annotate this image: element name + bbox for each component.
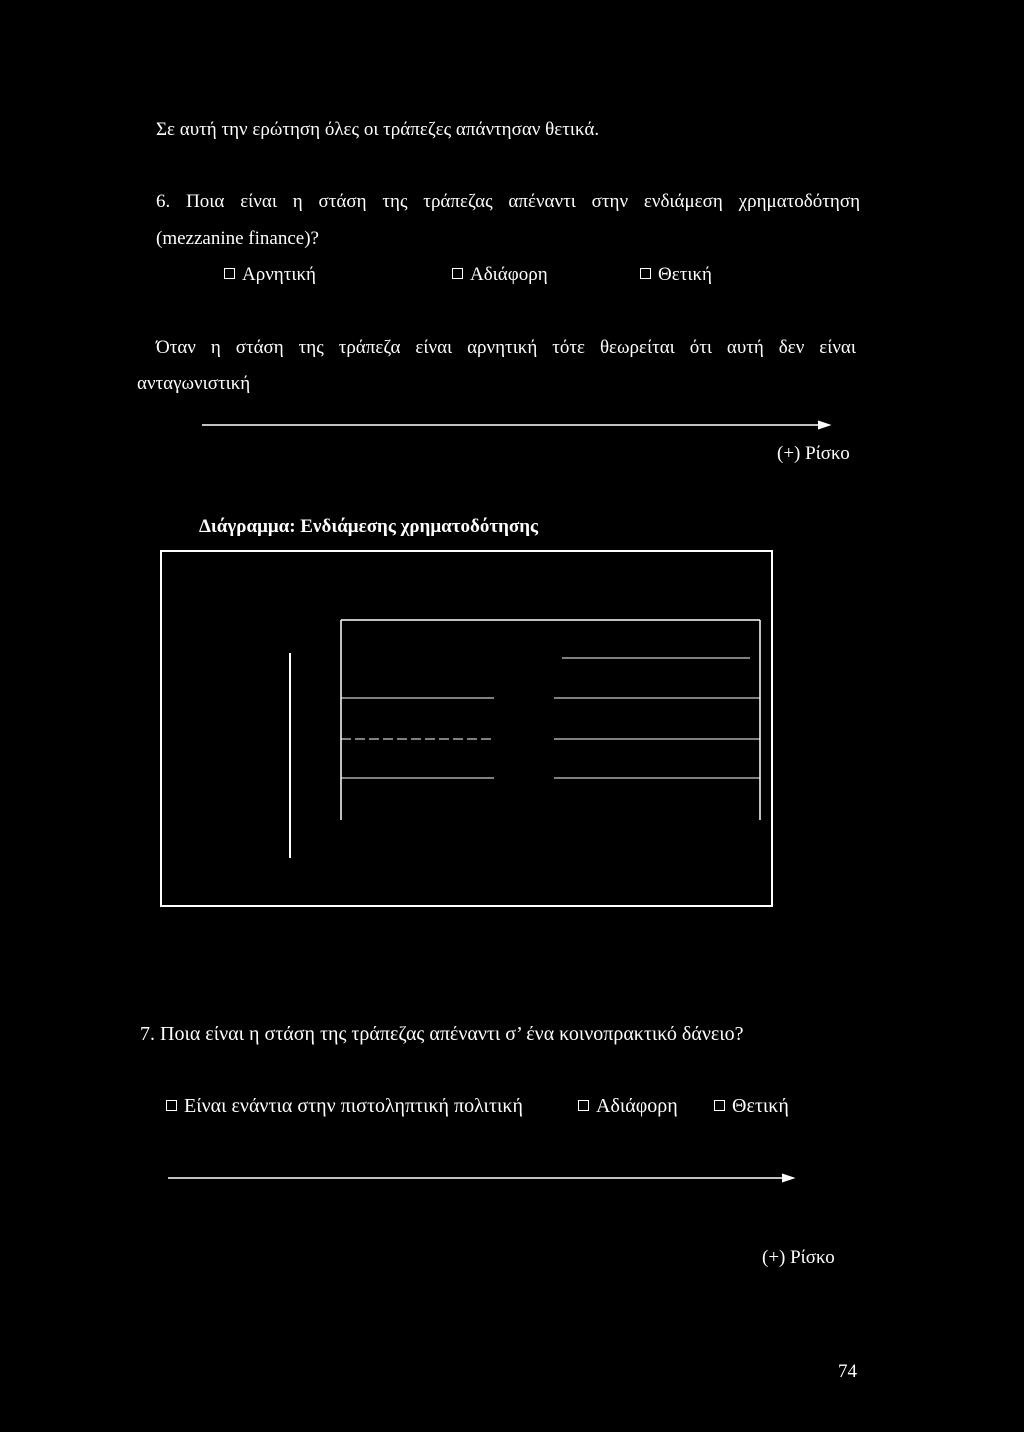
q6-risk-label: (+) Ρίσκο [777, 443, 850, 464]
q7-option-positive-label: Θετική [732, 1095, 789, 1117]
q7-option-indifferent-label: Αδιάφορη [596, 1095, 678, 1117]
intro-sentence: Σε αυτή την ερώτηση όλες οι τράπεζες απάντησαν θετικά. [156, 119, 600, 140]
q7-risk-label: (+) Ρίσκο [762, 1247, 835, 1268]
question-6-line-2: (mezzanine finance)? [156, 228, 319, 249]
page-number: 74 [838, 1361, 857, 1382]
q6-option-indifferent-label: Αδιάφορη [470, 264, 548, 285]
q6-note-line-2: ανταγωνιστική [137, 373, 251, 394]
question-7: 7. Ποια είναι η στάση της τράπεζας απέναντι σ’ ένα κοινοπρακτικό δάνειο? [140, 1023, 744, 1045]
q7-option-against-policy-label: Είναι ενάντια στην πιστοληπτική πολιτική [184, 1095, 523, 1117]
q6-option-negative-label: Αρνητική [242, 264, 316, 285]
q6-option-positive-label: Θετική [658, 264, 712, 285]
q6-note-line-1: Όταν η στάση της τράπεζα είναι αρνητική τότε θεωρείται ότι αυτή δεν είναι [156, 337, 856, 358]
question-6-line-1: 6. Ποια είναι η στάση της τράπεζας απέναντι στην ενδιάμεση χρηματοδότηση [156, 191, 860, 212]
diagram-caption: Διάγραμμα: Ενδιάμεσης χρηματοδότησης [199, 516, 539, 537]
